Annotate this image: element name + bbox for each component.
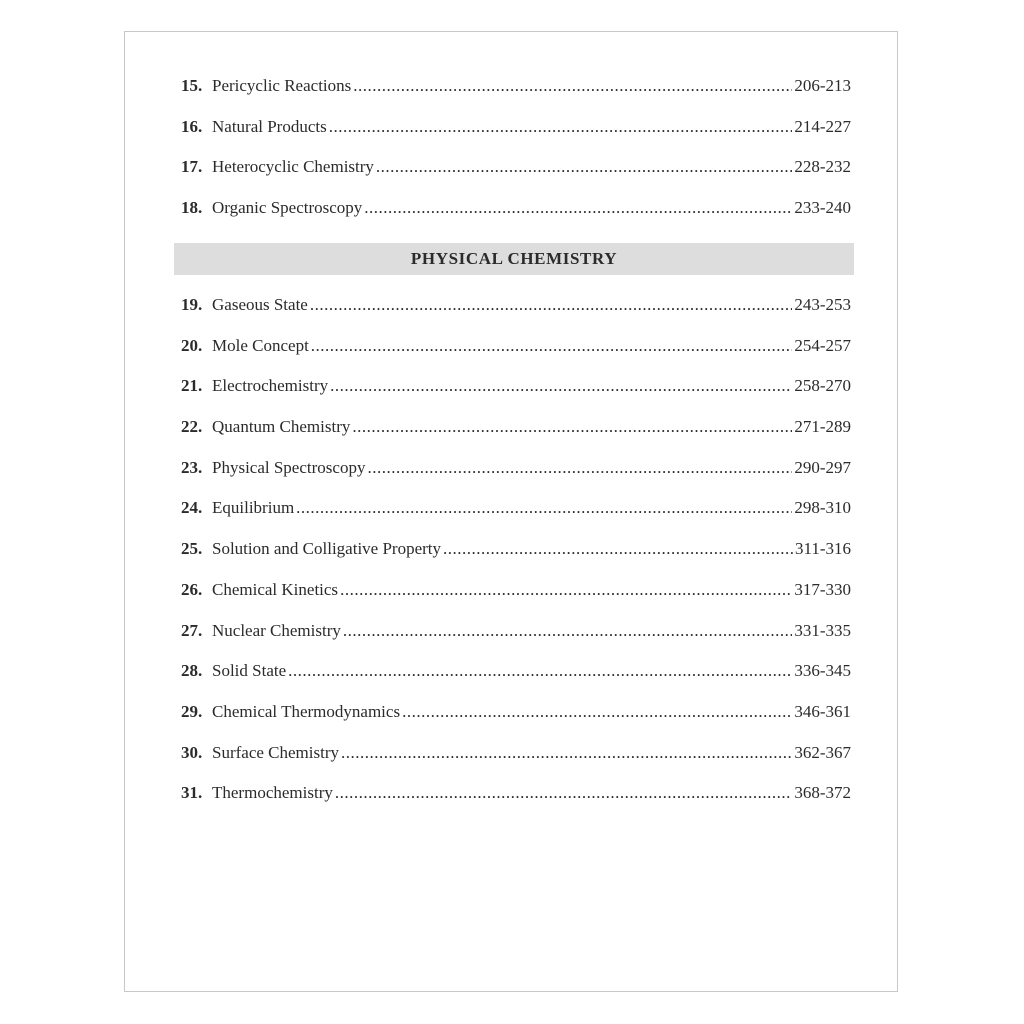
toc-entry[interactable] — [181, 291, 851, 332]
dot-leader — [341, 739, 792, 767]
toc-entry-pages: 271-289 — [794, 417, 851, 437]
toc-entry-title: Solution and Colligative Property — [212, 539, 442, 559]
dot-leader — [367, 454, 792, 482]
toc-entry-number: 22. — [181, 417, 203, 437]
toc-entry[interactable] — [181, 153, 851, 194]
toc-entry-number: 24. — [181, 498, 203, 518]
toc-entry-number: 17. — [181, 157, 203, 177]
toc-entry-number: 31. — [181, 783, 203, 803]
dot-leader — [330, 372, 792, 400]
toc-entry-pages: 362-367 — [794, 742, 851, 762]
toc-entry-pages: 331-335 — [794, 620, 851, 640]
dot-leader — [353, 72, 792, 100]
toc-entry-number: 29. — [181, 701, 203, 721]
toc-entry[interactable] — [181, 332, 851, 373]
toc-entry-number: 27. — [181, 620, 203, 640]
toc-entry[interactable] — [181, 113, 851, 154]
toc-entry-number: 28. — [181, 661, 203, 681]
toc-entry-number: 19. — [181, 295, 203, 314]
toc-entry-number: 16. — [181, 116, 203, 136]
dot-leader — [402, 698, 792, 726]
toc-entry[interactable] — [181, 698, 851, 739]
toc-entry-title: Electrochemistry — [212, 376, 329, 396]
toc-entry-title: Gaseous State — [212, 295, 308, 314]
section-title: PHYSICAL CHEMISTRY — [410, 249, 618, 268]
toc-entry[interactable] — [181, 454, 851, 495]
toc-entry-number: 23. — [181, 457, 203, 477]
toc-entry-title: Chemical Thermodynamics — [212, 701, 401, 721]
toc-entry-title: Surface Chemistry — [212, 742, 339, 762]
toc-list-organic — [181, 72, 851, 235]
dot-leader — [288, 657, 792, 685]
toc-entry-pages: 228-232 — [794, 157, 851, 177]
toc-entry[interactable] — [181, 617, 851, 658]
toc-list-physical — [181, 291, 851, 820]
dot-leader — [335, 779, 792, 807]
toc-entry-pages: 346-361 — [794, 701, 851, 721]
toc-entry[interactable] — [181, 413, 851, 454]
toc-entry-title: Nuclear Chemistry — [212, 620, 341, 640]
toc-entry-pages: 254-257 — [794, 335, 851, 355]
toc-entry-pages: 214-227 — [794, 116, 851, 136]
dot-leader — [310, 291, 792, 319]
toc-entry-pages: 368-372 — [794, 783, 851, 803]
toc-entry[interactable] — [181, 194, 851, 235]
toc-entry-pages: 290-297 — [794, 457, 851, 477]
toc-entry-number: 21. — [181, 376, 203, 396]
toc-entry-title: Physical Spectroscopy — [212, 457, 366, 477]
toc-entry-pages: 258-270 — [794, 376, 851, 396]
toc-entry[interactable] — [181, 657, 851, 698]
toc-entry-title: Thermochemistry — [212, 783, 333, 803]
toc-entry-number: 18. — [181, 198, 203, 218]
toc-entry-number: 15. — [181, 76, 203, 95]
dot-leader — [329, 113, 793, 141]
toc-entry[interactable] — [181, 372, 851, 413]
toc-entry-title: Organic Spectroscopy — [212, 198, 363, 218]
toc-entry-number: 26. — [181, 579, 203, 599]
toc-entry[interactable] — [181, 535, 851, 576]
toc-entry[interactable] — [181, 739, 851, 780]
toc-entry-pages: 206-213 — [794, 76, 851, 95]
toc-entry-pages: 336-345 — [794, 661, 851, 681]
toc-entry-pages: 317-330 — [794, 579, 851, 599]
toc-entry-title: Pericyclic Reactions — [212, 76, 352, 95]
toc-entry[interactable] — [181, 72, 851, 113]
toc-entry-title: Chemical Kinetics — [212, 579, 339, 599]
toc-entry-title: Equilibrium — [212, 498, 295, 518]
dot-leader — [364, 194, 792, 222]
toc-entry-pages: 311-316 — [794, 539, 851, 559]
toc-entry-title: Heterocyclic Chemistry — [212, 157, 374, 177]
toc-entry-title: Quantum Chemistry — [212, 417, 351, 437]
section-header — [174, 243, 854, 275]
toc-entry-number: 25. — [181, 539, 203, 559]
toc-entry[interactable] — [181, 779, 851, 820]
dot-leader — [376, 153, 792, 181]
dot-leader — [340, 576, 792, 604]
toc-entry-number: 30. — [181, 742, 203, 762]
dot-leader — [343, 617, 792, 645]
dot-leader — [311, 332, 793, 360]
toc-entry-title: Natural Products — [212, 116, 327, 136]
toc-entry-pages: 233-240 — [794, 198, 851, 218]
toc-entry[interactable] — [181, 576, 851, 617]
dot-leader — [352, 413, 792, 441]
toc-entry-pages: 243-253 — [794, 295, 851, 314]
toc-entry-title: Mole Concept — [212, 335, 309, 355]
toc-entry[interactable] — [181, 494, 851, 535]
toc-entry-pages: 298-310 — [794, 498, 851, 518]
toc-entry-number: 20. — [181, 335, 203, 355]
dot-leader — [443, 535, 793, 563]
toc-entry-title: Solid State — [212, 661, 287, 681]
dot-leader — [296, 494, 792, 522]
